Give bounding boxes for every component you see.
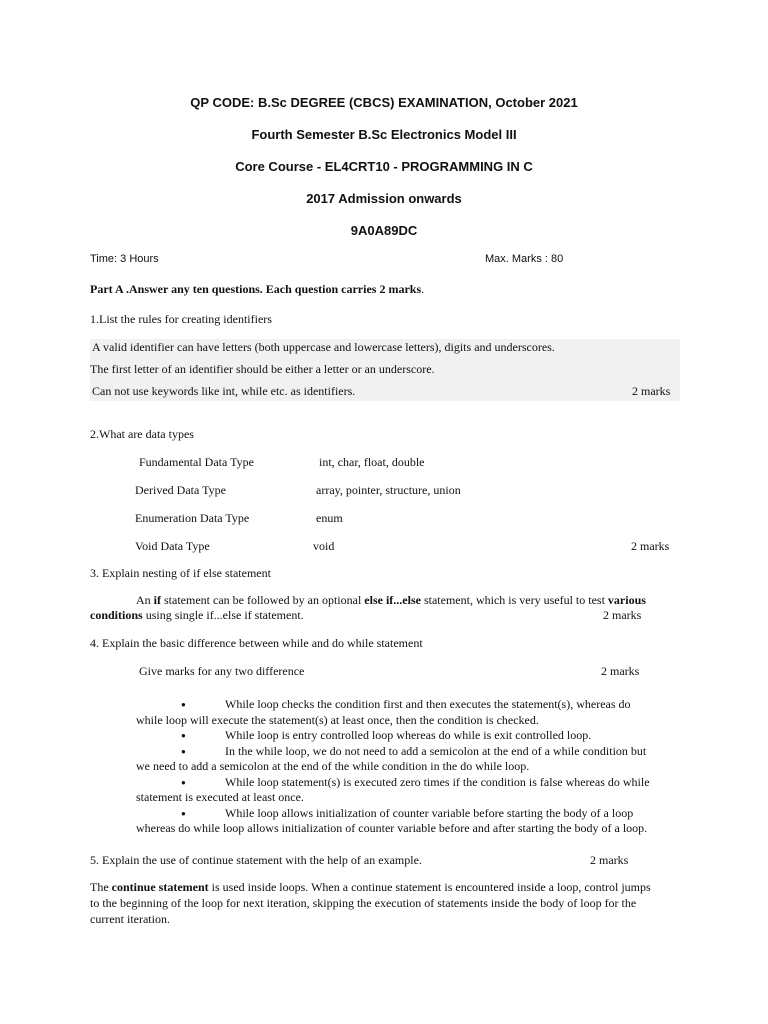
question-2: 2.What are data types <box>90 427 194 441</box>
answer-3-line-2 <box>90 608 304 623</box>
answer-1-line-2: The first letter of an identifier should be either a letter or an underscore. <box>90 362 435 376</box>
bullet-text-line-1: In the while loop, we do not need to add a semicolon at the end of a while condition but <box>225 743 647 758</box>
answer-5-line-2: to the beginning of the loop for next iteration, skipping the execution of statements inside the body of loop for the <box>90 896 637 910</box>
answer-5-bold: continue statement <box>111 880 209 894</box>
bullet-text-line-2: whereas do while loop allows initialization of counter variable before and after starting the body of a loop. <box>136 821 648 835</box>
list-item <box>136 744 676 775</box>
part-a-title-end: . <box>421 282 425 296</box>
answer-3-bold-various: various <box>607 593 646 607</box>
data-type-enumeration-values: enum <box>316 511 343 525</box>
list-item <box>136 806 676 837</box>
bullet-text-line-2: we need to add a semicolon at the end of the while condition in the do while loop. <box>136 759 530 773</box>
admission-heading: 2017 Admission onwards <box>306 191 462 206</box>
q4-marks: 2 marks <box>601 664 640 678</box>
question-5: 5. Explain the use of continue statement with the help of an example. <box>90 853 422 867</box>
max-marks: Max. Marks : 80 <box>485 253 564 265</box>
q4-note: Give marks for any two difference <box>139 664 305 678</box>
answer-3-text-4: using single if...else if statement. <box>142 608 304 622</box>
list-item <box>136 775 676 806</box>
q1-marks: 2 marks <box>632 384 671 398</box>
answer-5-text-2: is used inside loops. When a continue statement is encountered inside a loop, control jumps <box>208 880 651 894</box>
q3-marks: 2 marks <box>603 608 642 622</box>
data-type-void-values: void <box>313 539 335 553</box>
answer-3-text-1: An <box>136 593 154 607</box>
answer-3-bold-conditions: conditions <box>90 608 143 622</box>
list-item <box>136 697 676 728</box>
bullet-text-line-1: While loop checks the condition first and then executes the statement(s), whereas do <box>225 697 631 711</box>
question-4: 4. Explain the basic difference between while and do while statement <box>90 636 423 650</box>
exam-time: Time: 3 Hours <box>90 253 159 265</box>
paper-code: 9A0A89DC <box>350 223 418 238</box>
answer-5-text-1: The <box>90 880 112 894</box>
answer-1-line-3: Can not use keywords like int, while etc. as identifiers. <box>92 384 356 398</box>
answer-5-line-1 <box>90 880 651 895</box>
data-type-derived: Derived Data Type <box>135 483 226 497</box>
data-type-derived-values: array, pointer, structure, union <box>316 483 461 497</box>
bullet-text-line-2: while loop will execute the statement(s) at least once, then the condition is checked. <box>136 712 539 727</box>
bullet-icon: ● <box>181 777 186 787</box>
answer-3-bold-if: if <box>153 593 162 607</box>
q2-marks: 2 marks <box>631 539 670 553</box>
part-a-heading <box>90 282 424 297</box>
list-item <box>136 728 676 744</box>
answer-5-line-3: current iteration. <box>90 912 170 926</box>
part-a-title: Part A .Answer any ten questions. Each question carries 2 marks <box>90 282 422 296</box>
bullet-icon: ● <box>181 808 186 818</box>
bullet-icon: ● <box>181 731 186 740</box>
course-heading: Core Course - EL4CRT10 - PROGRAMMING IN C <box>235 159 533 174</box>
answer-1-line-1: A valid identifier can have letters (both uppercase and lowercase letters), digits and underscores. <box>92 340 555 354</box>
answer-3-bold-elseif: else if...else <box>364 593 421 607</box>
answer-3-line-1 <box>136 593 646 608</box>
data-type-fundamental: Fundamental Data Type <box>139 455 254 469</box>
data-type-void: Void Data Type <box>135 539 210 553</box>
question-3: 3. Explain nesting of if else statement <box>90 566 271 580</box>
bullet-text-line-1: While loop is entry controlled loop whereas do while is exit controlled loop. <box>225 728 592 742</box>
q4-bullet-list <box>136 697 676 837</box>
semester-heading: Fourth Semester B.Sc Electronics Model III <box>251 127 517 142</box>
data-type-enumeration: Enumeration Data Type <box>135 511 250 525</box>
qp-code-heading: QP CODE: B.Sc DEGREE (CBCS) EXAMINATION, October 2021 <box>190 95 578 110</box>
bullet-text-line-1: While loop allows initialization of counter variable before starting the body of a loop <box>225 805 634 820</box>
data-type-fundamental-values: int, char, float, double <box>319 455 425 469</box>
answer-3-text-3: statement, which is very useful to test <box>420 593 608 607</box>
bullet-text-line-2: statement is executed at least once. <box>136 790 304 804</box>
q5-marks: 2 marks <box>590 853 629 867</box>
bullet-icon: ● <box>181 746 186 756</box>
question-1: 1.List the rules for creating identifiers <box>90 312 272 326</box>
bullet-icon: ● <box>181 700 186 709</box>
bullet-text-line-1: While loop statement(s) is executed zero times if the condition is false whereas do while <box>225 774 650 789</box>
answer-3-text-2: statement can be followed by an optional <box>161 593 365 607</box>
